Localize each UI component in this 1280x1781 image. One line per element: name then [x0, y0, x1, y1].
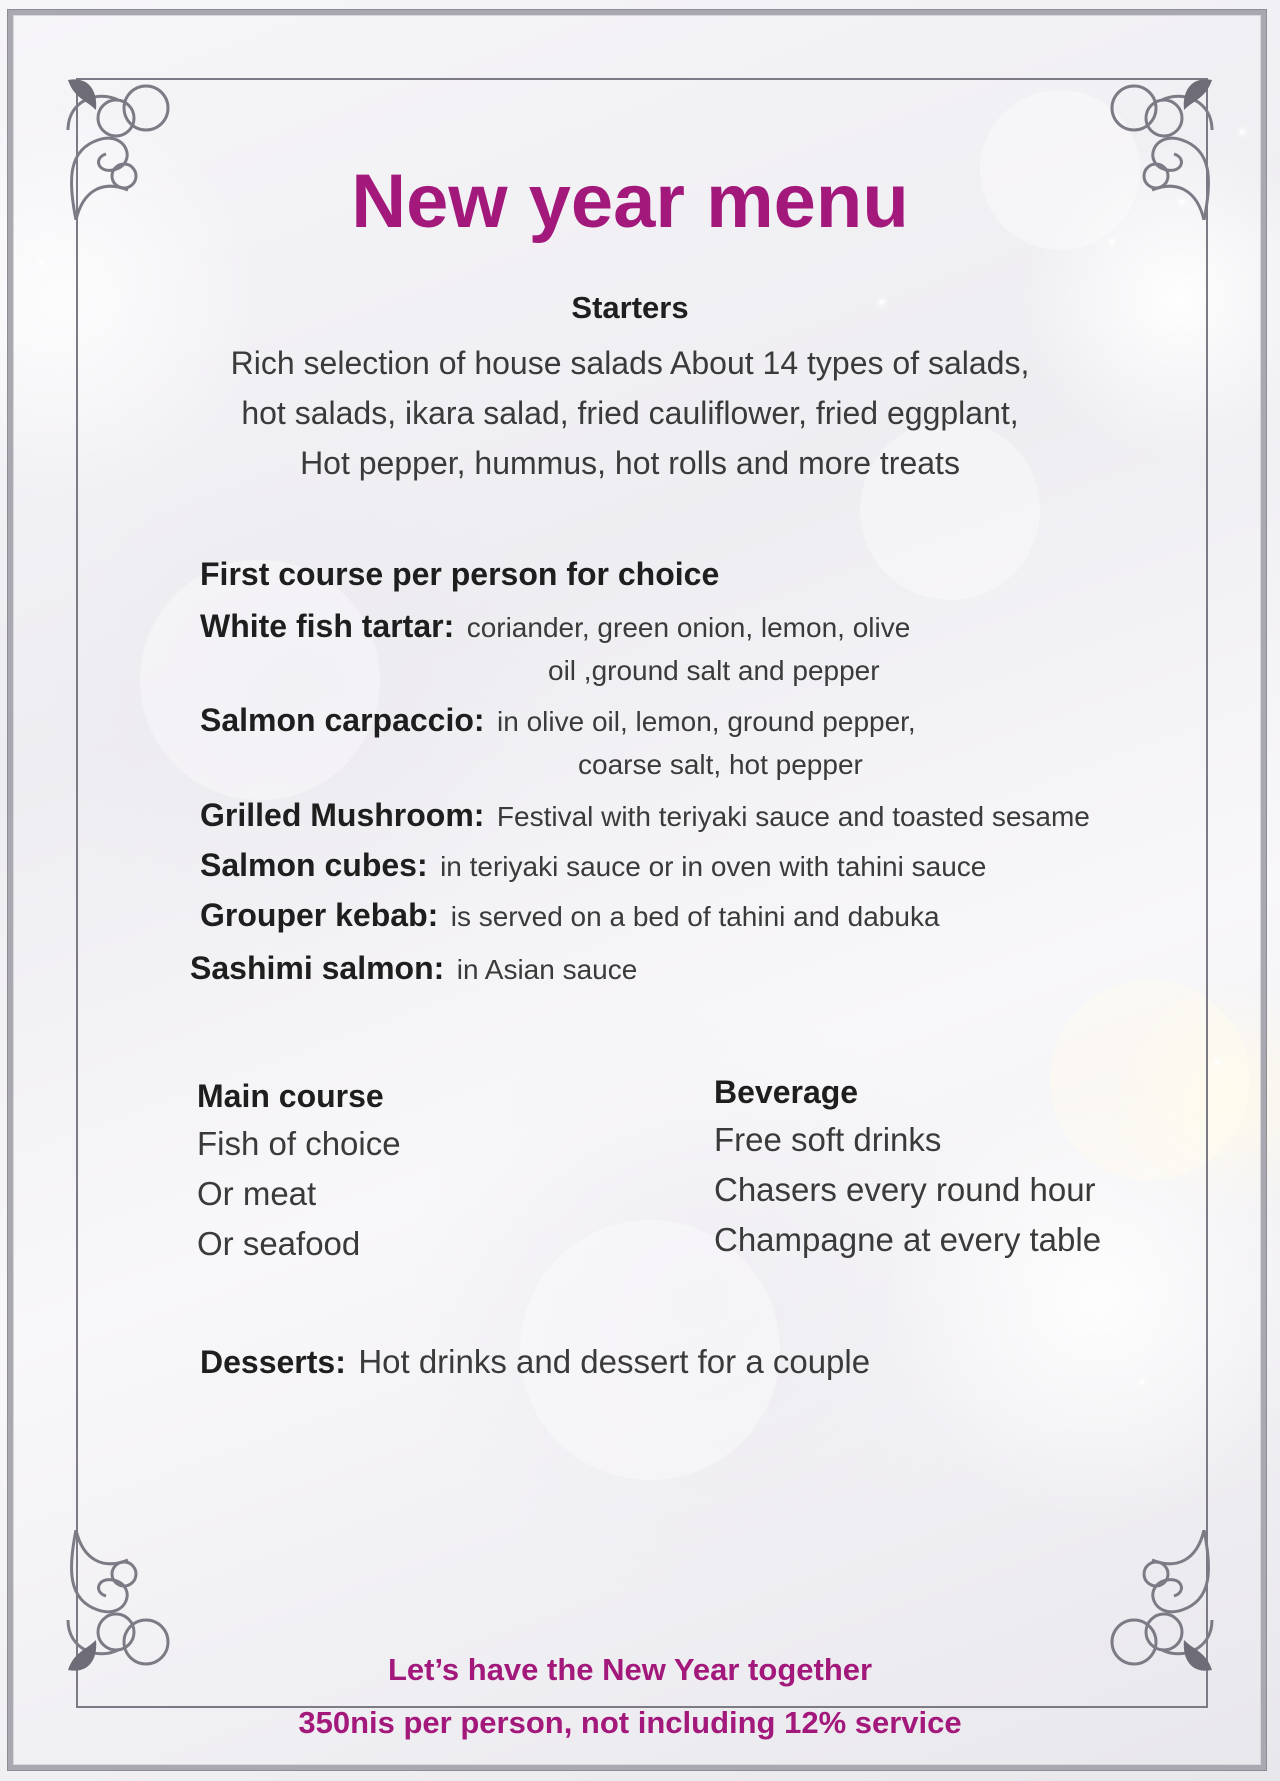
dish-label: Salmon carpaccio:	[200, 702, 485, 738]
starters-line: hot salads, ikara salad, fried cauliflower, fried eggplant,	[241, 395, 1019, 431]
dish-item	[200, 608, 910, 645]
dish-label: White fish tartar:	[200, 608, 455, 644]
dish-item	[190, 950, 637, 987]
dish-description-continued: oil ,ground salt and pepper	[548, 655, 880, 686]
dish-item	[200, 797, 1090, 834]
footer-price: 350nis per person, not including 12% service	[298, 1705, 962, 1740]
beverage-item: Champagne at every table	[714, 1221, 1102, 1258]
dish-description: in teriyaki sauce or in oven with tahini sauce	[440, 851, 987, 882]
dish-item	[200, 897, 940, 934]
dish-item	[200, 702, 916, 739]
beverage-item: Chasers every round hour	[714, 1171, 1096, 1208]
desserts-description: Hot drinks and dessert for a couple	[358, 1343, 871, 1380]
first-course-heading: First course per person for choice	[200, 556, 720, 592]
main-course-item: Fish of choice	[197, 1125, 401, 1162]
main-course-section	[197, 1078, 597, 1269]
menu-title: New year menu	[351, 159, 909, 244]
beverage-section	[714, 1074, 1214, 1265]
dish-description: in Asian sauce	[456, 954, 638, 985]
dish-item	[200, 847, 986, 884]
dish-label: Sashimi salmon:	[190, 950, 445, 986]
desserts-line	[200, 1337, 870, 1387]
dish-description: in olive oil, lemon, ground pepper,	[497, 706, 916, 737]
dish-label: Salmon cubes:	[200, 847, 428, 883]
main-course-item: Or seafood	[197, 1225, 361, 1262]
starters-heading: Starters	[571, 290, 689, 325]
dish-description: Festival with teriyaki sauce and toasted sesame	[496, 801, 1090, 832]
desserts-label: Desserts:	[200, 1344, 346, 1380]
dish-description: is served on a bed of tahini and dabuka	[450, 901, 940, 932]
footer-tagline: Let’s have the New Year together	[387, 1652, 873, 1687]
beverage-heading: Beverage	[714, 1074, 859, 1110]
dish-label: Grilled Mushroom:	[200, 797, 485, 833]
starters-line: Rich selection of house salads About 14 types of salads,	[230, 345, 1030, 381]
beverage-item: Free soft drinks	[714, 1121, 942, 1158]
dish-label: Grouper kebab:	[200, 897, 439, 933]
main-course-heading: Main course	[197, 1078, 384, 1114]
starters-line: Hot pepper, hummus, hot rolls and more treats	[300, 445, 960, 481]
dish-description: coriander, green onion, lemon, olive	[466, 612, 911, 643]
dish-description-continued: coarse salt, hot pepper	[578, 749, 863, 780]
main-course-item: Or meat	[197, 1175, 317, 1212]
